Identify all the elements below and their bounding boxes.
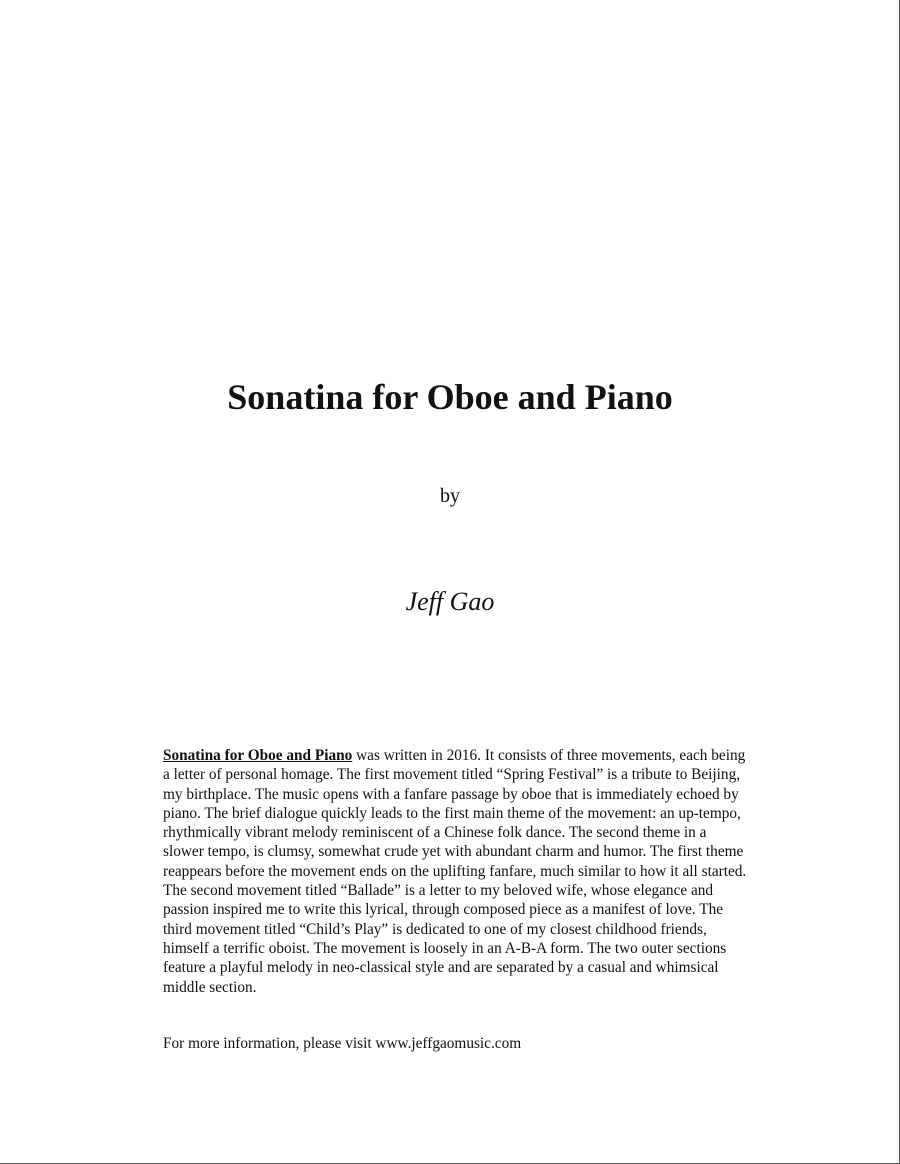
by-line: by [440, 485, 460, 507]
work-title: Sonatina for Oboe and Piano [163, 747, 353, 764]
more-info-line: For more information, please visit www.jeffgaomusic.com [163, 1035, 522, 1052]
page-title: Sonatina for Oboe and Piano [227, 377, 673, 417]
program-notes [163, 746, 749, 997]
program-notes-body: was written in 2016. It consists of three movements, each being a letter of personal homage. The first movement titled “Spring Festival” is a tribute to Beijing, my birthplace. The music opens with a fanfare passage by oboe that is immediately echoed by piano. The brief dialogue quickly leads to the first main theme of the movement: an up-tempo, rhythmically vibrant melody reminiscent of a Chinese folk dance. The second theme in a slower tempo, is clumsy, somewhat crude yet with abundant charm and humor. The first theme reappears before the movement ends on the uplifting fanfare, much similar to how it all started. The second movement titled “Ballade” is a letter to my beloved wife, whose elegance and passion inspired me to write this lyrical, through composed piece as a manifest of love. The third movement titled “Child’s Play” is dedicated to one of my closest childhood friends, himself a terrific oboist. The movement is loosely in an A-B-A form. The two outer sections feature a playful melody in neo-classical style and are separated by a casual and whimsical middle section. [163, 747, 747, 996]
composer-name: Jeff Gao [405, 587, 495, 616]
